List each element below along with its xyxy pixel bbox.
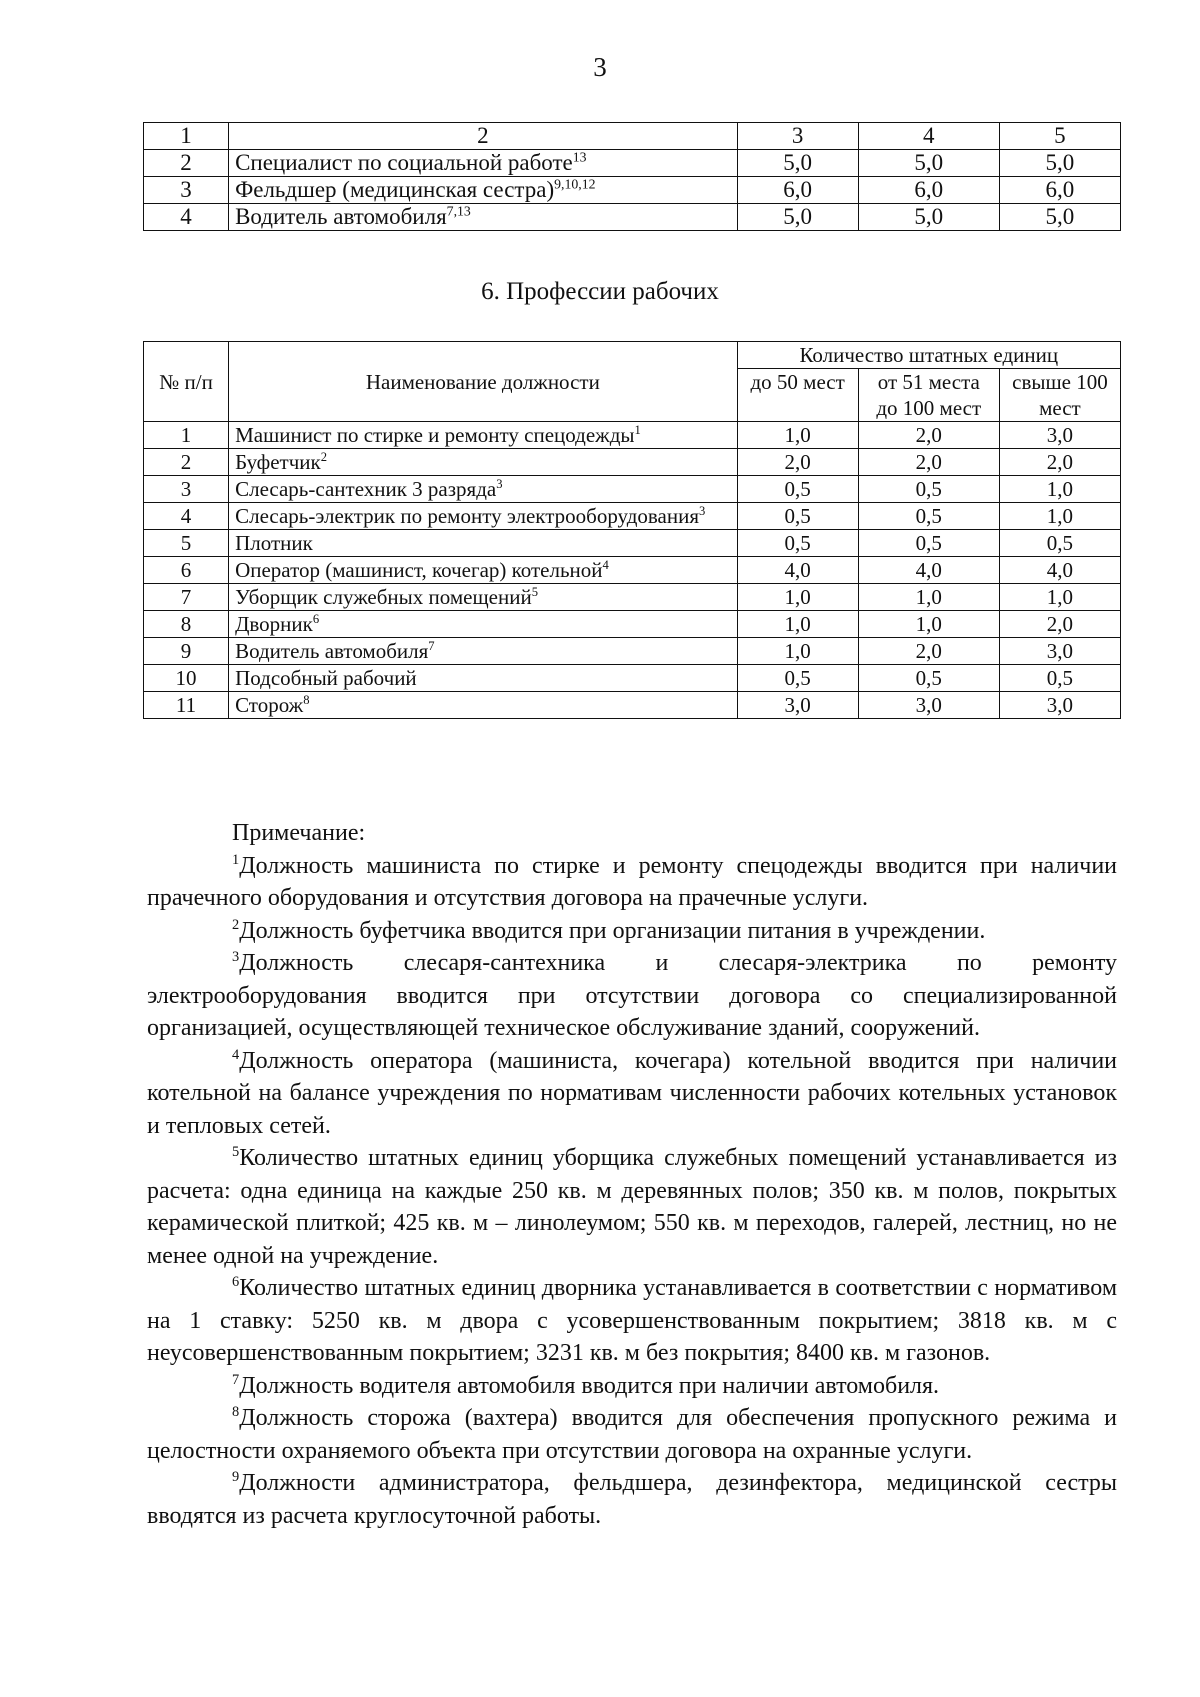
row-number: 4 [144, 503, 229, 530]
position-name-text: Подсобный рабочий [235, 666, 417, 690]
value-cell: 5,0 [858, 204, 999, 231]
position-name [229, 449, 738, 476]
value-cell: 1,0 [858, 584, 999, 611]
value-cell: 0,5 [737, 665, 858, 692]
row-number: 4 [144, 204, 229, 231]
value-cell: 0,5 [999, 530, 1120, 557]
note-paragraph [147, 1467, 1117, 1532]
position-name-text: Уборщик служебных помещений [235, 585, 532, 609]
value-cell: 6,0 [858, 177, 999, 204]
table-row [144, 476, 1121, 503]
position-name-text: Фельдшер (медицинская сестра) [235, 177, 555, 202]
value-cell: 0,5 [737, 476, 858, 503]
value-cell: 1,0 [999, 503, 1120, 530]
value-cell: 3,0 [999, 422, 1120, 449]
note-paragraph [147, 1402, 1117, 1467]
footnote-ref: 4 [602, 558, 609, 572]
header-group-cell: Количество штатных единиц [737, 342, 1120, 369]
value-cell: 0,5 [858, 530, 999, 557]
row-number: 3 [144, 476, 229, 503]
row-number: 8 [144, 611, 229, 638]
header-cell: 3 [737, 123, 858, 150]
value-cell: 6,0 [999, 177, 1120, 204]
table-row [144, 150, 1121, 177]
table-row [144, 204, 1121, 231]
value-cell: 3,0 [858, 692, 999, 719]
position-name-text: Оператор (машинист, кочегар) котельной [235, 558, 603, 582]
position-name [229, 584, 738, 611]
position-name [229, 665, 738, 692]
row-number: 5 [144, 530, 229, 557]
value-cell: 0,5 [737, 503, 858, 530]
note-text: Должность машиниста по стирке и ремонту спецодежды вводится при наличии прачечного оборудования и отсутствия договора на прачечные услуги. [147, 852, 1117, 911]
table-row [144, 422, 1121, 449]
position-name-text: Плотник [235, 531, 313, 555]
position-name [229, 150, 738, 177]
note-paragraph [147, 1272, 1117, 1370]
note-paragraph [147, 1142, 1117, 1272]
value-cell: 2,0 [858, 449, 999, 476]
notes-heading: Примечание: [232, 820, 366, 846]
row-number: 3 [144, 177, 229, 204]
row-number: 2 [144, 449, 229, 476]
footnote-ref: 3 [496, 477, 503, 491]
footnote-ref: 7,13 [446, 203, 471, 219]
position-name-text: Слесарь-электрик по ремонту электрооборудования [235, 504, 700, 528]
workers-table [143, 341, 1121, 719]
position-name-text: Сторож [235, 693, 304, 717]
value-cell: 1,0 [999, 476, 1120, 503]
position-name-text: Машинист по стирке и ремонту спецодежды [235, 423, 635, 447]
note-marker: 7 [232, 1371, 240, 1388]
position-name-text: Водитель автомобиля [235, 639, 429, 663]
note-paragraph [147, 1370, 1117, 1403]
position-name [229, 177, 738, 204]
header-cell: 2 [229, 123, 738, 150]
value-cell: 1,0 [858, 611, 999, 638]
note-text: Должность сторожа (вахтера) вводится для обеспечения пропускного режима и целостности охраняемого объекта при отсутствии договора на охранные услуги. [147, 1405, 1117, 1464]
value-cell: 2,0 [999, 611, 1120, 638]
row-number: 7 [144, 584, 229, 611]
value-cell: 2,0 [858, 422, 999, 449]
footnote-ref: 6 [312, 612, 320, 626]
position-name [229, 204, 738, 231]
notes-section [147, 817, 1117, 1532]
section-title: 6. Профессии рабочих [481, 278, 719, 305]
note-text: Должность слесаря-сантехника и слесаря-электрика по ремонту электрооборудования вводится при отсутствии договора со специализированной организацией, осуществляющей техническое обслуживание зданий, сооружений. [147, 950, 1117, 1041]
value-cell: 1,0 [737, 638, 858, 665]
header-cell: 1 [144, 123, 229, 150]
table-row [144, 557, 1121, 584]
position-name [229, 557, 738, 584]
position-name [229, 530, 738, 557]
value-cell: 0,5 [858, 665, 999, 692]
header-cell: 4 [858, 123, 999, 150]
table-header-row [144, 342, 1121, 369]
value-cell: 3,0 [999, 638, 1120, 665]
note-marker: 3 [232, 949, 240, 965]
note-text: Должности администратора, фельдшера, дезинфектора, медицинской сестры вводятся из расчета круглосуточной работы. [147, 1470, 1117, 1529]
row-number: 6 [144, 557, 229, 584]
page-number: 3 [593, 52, 607, 82]
position-name [229, 638, 738, 665]
header-col-cell: до 50 мест [737, 369, 858, 422]
header-number-cell: № п/п [144, 342, 229, 422]
row-number: 11 [144, 692, 229, 719]
header-cell: 5 [999, 123, 1120, 150]
table-row [144, 665, 1121, 692]
staff-table-continued [143, 122, 1121, 231]
footnote-ref: 8 [303, 693, 310, 707]
position-name-text: Дворник [235, 612, 313, 636]
value-cell: 1,0 [999, 584, 1120, 611]
header-col-cell: от 51 места до 100 мест [858, 369, 999, 422]
note-text: Должность водителя автомобиля вводится при наличии автомобиля. [239, 1372, 940, 1399]
position-name-text: Слесарь-сантехник 3 разряда [235, 477, 497, 501]
position-name-text: Буфетчик [235, 450, 321, 474]
workers-table-body [144, 422, 1121, 719]
note-marker: 4 [232, 1046, 240, 1063]
value-cell: 2,0 [999, 449, 1120, 476]
value-cell: 5,0 [999, 204, 1120, 231]
table-row [144, 530, 1121, 557]
position-name [229, 611, 738, 638]
value-cell: 0,5 [858, 503, 999, 530]
header-name-cell: Наименование должности [229, 342, 738, 422]
value-cell: 0,5 [737, 530, 858, 557]
table-row [144, 503, 1121, 530]
note-text: Количество штатных единиц уборщика служебных помещений устанавливается из расчета: одна единица на каждые 250 кв. м деревянных полов; 350 кв. м полов, покрытых керамической плиткой; 425 кв. м – линолеумом; 550 кв. м переходов, галерей, лестниц, но не менее одной на учреждение. [147, 1145, 1117, 1269]
value-cell: 6,0 [737, 177, 858, 204]
footnote-ref: 1 [634, 423, 641, 437]
position-name-text: Специалист по социальной работе [235, 150, 573, 175]
note-marker: 6 [232, 1274, 240, 1290]
footnote-ref: 13 [572, 149, 587, 165]
value-cell: 2,0 [858, 638, 999, 665]
note-marker: 8 [232, 1404, 240, 1420]
value-cell: 4,0 [737, 557, 858, 584]
note-marker: 5 [232, 1144, 240, 1160]
note-paragraph [147, 947, 1117, 1045]
value-cell: 5,0 [999, 150, 1120, 177]
table-row [144, 692, 1121, 719]
value-cell: 4,0 [999, 557, 1120, 584]
table-row [144, 638, 1121, 665]
footnote-ref: 3 [699, 504, 706, 518]
value-cell: 1,0 [737, 611, 858, 638]
position-name-text: Водитель автомобиля [235, 204, 447, 229]
position-name [229, 503, 738, 530]
notes-list [147, 850, 1117, 1533]
value-cell: 2,0 [737, 449, 858, 476]
row-number: 9 [144, 638, 229, 665]
note-text: Должность буфетчика вводится при организации питания в учреждении. [239, 917, 986, 944]
table-row [144, 584, 1121, 611]
table-header-row [144, 123, 1121, 150]
note-paragraph [147, 1045, 1117, 1143]
value-cell: 3,0 [999, 692, 1120, 719]
position-name [229, 476, 738, 503]
header-col-cell: свыше 100 мест [999, 369, 1120, 422]
note-marker: 2 [232, 916, 240, 933]
value-cell: 4,0 [858, 557, 999, 584]
value-cell: 0,5 [858, 476, 999, 503]
table-row [144, 611, 1121, 638]
note-paragraph [147, 850, 1117, 915]
row-number: 10 [144, 665, 229, 692]
note-marker: 1 [232, 851, 240, 868]
value-cell: 3,0 [737, 692, 858, 719]
table-row [144, 177, 1121, 204]
row-number: 2 [144, 150, 229, 177]
value-cell: 5,0 [858, 150, 999, 177]
row-number: 1 [144, 422, 229, 449]
footnote-ref: 2 [320, 450, 327, 464]
note-paragraph [147, 915, 1117, 948]
position-name [229, 422, 738, 449]
value-cell: 5,0 [737, 204, 858, 231]
footnote-ref: 9,10,12 [554, 176, 596, 192]
value-cell: 0,5 [999, 665, 1120, 692]
value-cell: 1,0 [737, 422, 858, 449]
note-marker: 9 [232, 1469, 240, 1485]
note-text: Количество штатных единиц дворника устанавливается в соответствии с нормативом на 1 ставку: 5250 кв. м двора с усовершенствованным покрытием; 3818 кв. м с неусовершенствованным покрытием; 3231 кв. м без покрытия; 8400 кв. м газонов. [147, 1275, 1117, 1366]
position-name [229, 692, 738, 719]
table-row [144, 449, 1121, 476]
value-cell: 5,0 [737, 150, 858, 177]
footnote-ref: 7 [428, 639, 435, 653]
value-cell: 1,0 [737, 584, 858, 611]
note-text: Должность оператора (машиниста, кочегара) котельной вводится при наличии котельной на балансе учреждения по нормативам численности рабочих котельных установок и тепловых сетей. [147, 1047, 1117, 1139]
footnote-ref: 5 [531, 585, 538, 599]
